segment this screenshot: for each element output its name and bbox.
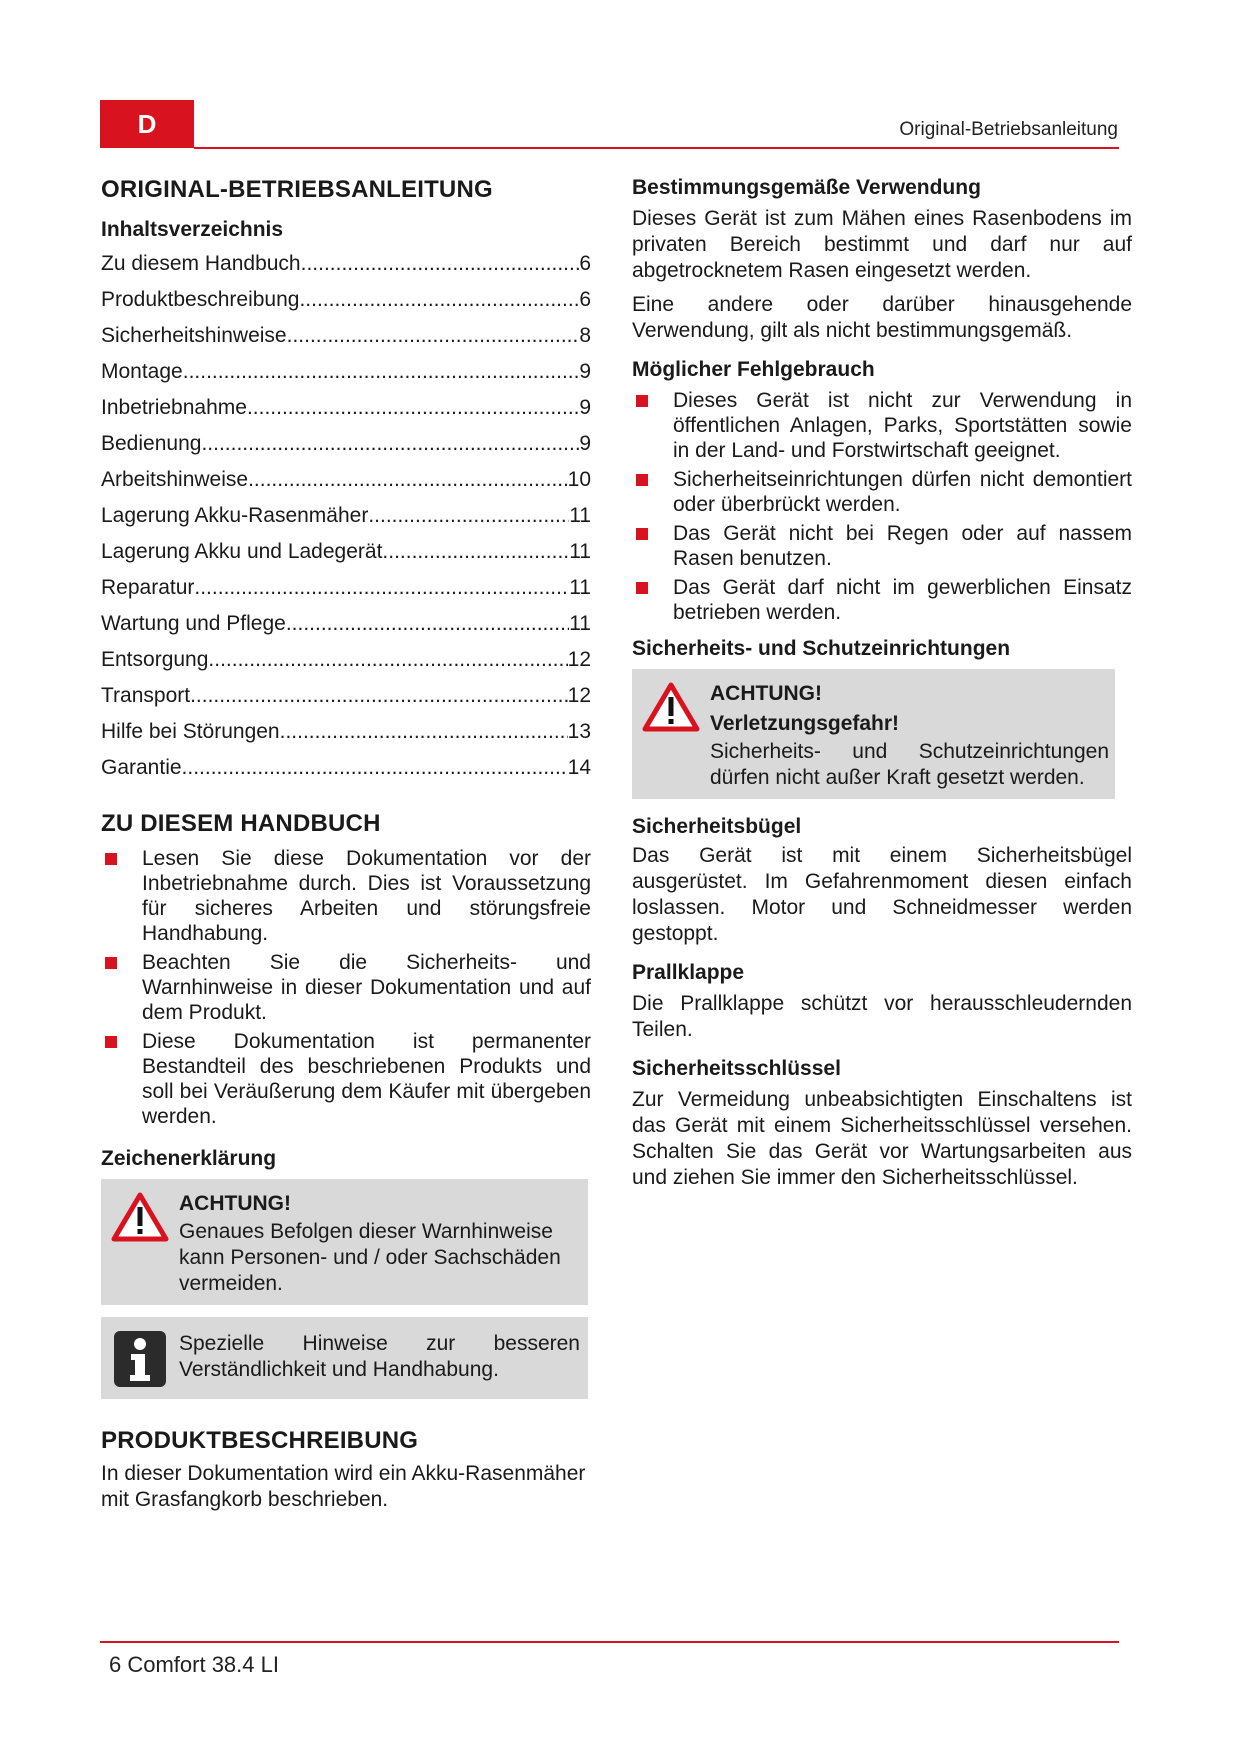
fehlgebrauch-list [632, 388, 1132, 625]
toc-entry[interactable]: Transport ..... 12 [101, 684, 591, 720]
bullet-square-icon [105, 957, 117, 969]
bullet-square-icon [105, 1036, 117, 1048]
toc-entry[interactable]: Montage ..... 9 [101, 360, 591, 396]
bullet-square-icon [636, 528, 648, 540]
info-notice [101, 1317, 588, 1399]
prall-text: Die Prallklappe schützt vor herausschleudernden Teilen. [632, 992, 1132, 1041]
list-item: Sicherheitseinrichtungen dürfen nicht demontiert oder überbrückt werden. [632, 467, 1132, 517]
section-title-produkt: PRODUKTBESCHREIBUNG [101, 1427, 419, 1454]
toc-entry[interactable]: Bedienung ..... 9 [101, 432, 591, 468]
list-item: Das Gerät nicht bei Regen oder auf nassem Rasen benutzen. [632, 521, 1132, 571]
zeichen-title: Zeichenerklärung [101, 1147, 277, 1170]
toc-entry[interactable]: Lagerung Akku und Ladegerät ..... 11 [101, 540, 591, 576]
bestimmung-paragraph-1: Dieses Gerät ist zum Mähen eines Rasenbodens im privaten Bereich bestimmt und darf nur auf abgetrocknetem Rasen eingesetzt werden. [632, 207, 1132, 282]
header-rule [194, 147, 1119, 149]
language-tab: D [100, 100, 194, 148]
section-title-handbuch: ZU DIESEM HANDBUCH [101, 810, 381, 837]
bullet-square-icon [636, 474, 648, 486]
toc-entry[interactable]: Inbetriebnahme ..... 9 [101, 396, 591, 432]
bullet-square-icon [105, 853, 117, 865]
info-text: Spezielle Hinweise zur besseren Verständlichkeit und Handhabung. [179, 1332, 580, 1381]
warning-text: Genaues Befolgen dieser Warnhinweise kann Personen- und / oder Sachschäden vermeiden. [179, 1220, 561, 1295]
toc-entry[interactable]: Hilfe bei Störungen ..... 13 [101, 720, 591, 756]
left-column [101, 176, 591, 1513]
bestimmung-title: Bestimmungsgemäße Verwendung [632, 176, 981, 199]
toc-title: Inhaltsverzeichnis [101, 218, 284, 241]
info-icon [101, 1317, 179, 1399]
toc-entry[interactable]: Reparatur ..... 11 [101, 576, 591, 612]
toc-entry[interactable]: Garantie ..... 14 [101, 756, 591, 792]
warning-title: ACHTUNG! [710, 682, 822, 705]
bestimmung-paragraph-2: Eine andere oder darüber hinausgehende Verwendung, gilt als nicht bestimmungsgemäß. [632, 293, 1132, 342]
header-title: Original-Betriebsanleitung [899, 119, 1118, 140]
warning-text: Sicherheits- und Schutzeinrichtungen dürfen nicht außer Kraft gesetzt werden. [710, 740, 1109, 789]
buegel-title: Sicherheitsbügel [632, 815, 802, 838]
handbuch-list [101, 846, 591, 1129]
warning-subtitle: Verletzungsgefahr! [710, 712, 900, 735]
warning-title: ACHTUNG! [179, 1192, 291, 1215]
schutz-title: Sicherheits- und Schutzeinrichtungen [632, 637, 1011, 660]
warning-icon [632, 669, 710, 799]
toc-entry[interactable]: Lagerung Akku-Rasenmäher ..... 11 [101, 504, 591, 540]
produkt-text: In dieser Dokumentation wird ein Akku-Rasenmäher mit Grasfangkorb beschrieben. [101, 1462, 586, 1511]
toc-entry[interactable]: Arbeitshinweise ..... 10 [101, 468, 591, 504]
main-title: ORIGINAL-BETRIEBSANLEITUNG [101, 176, 493, 203]
right-column [632, 176, 1132, 1191]
toc-entry[interactable]: Produktbeschreibung ..... 6 [101, 288, 591, 324]
warning-notice [632, 669, 1115, 799]
schluessel-title: Sicherheitsschlüssel [632, 1057, 841, 1080]
schluessel-text: Zur Vermeidung unbeabsichtigten Einschaltens ist das Gerät mit einem Sicherheitsschlüssel versehen. Schalten Sie das Gerät vor Wartungsarbeiten aus und ziehen Sie immer den Sicherheitsschlüssel. [632, 1088, 1132, 1189]
footer-rule [100, 1641, 1119, 1643]
list-item: Dieses Gerät ist nicht zur Verwendung in öffentlichen Anlagen, Parks, Sportstätten sowie in der Land- und Forstwirtschaft geeignet. [632, 388, 1132, 463]
warning-notice [101, 1179, 588, 1305]
bullet-square-icon [636, 582, 648, 594]
list-item: Beachten Sie die Sicherheits- und Warnhinweise in dieser Dokumentation und auf dem Produkt. [101, 950, 591, 1025]
table-of-contents [101, 252, 591, 792]
toc-entry[interactable]: Entsorgung ..... 12 [101, 648, 591, 684]
list-item: Lesen Sie diese Dokumentation vor der Inbetriebnahme durch. Dies ist Voraussetzung für sicheres Arbeiten und störungsfreie Handhabung. [101, 846, 591, 946]
buegel-text: Das Gerät ist mit einem Sicherheitsbügel ausgerüstet. Im Gefahrenmoment diesen einfach loslassen. Motor und Schneidmesser werden gestoppt. [632, 844, 1132, 945]
footer-page-label: 6 Comfort 38.4 LI [109, 1652, 279, 1677]
warning-icon [101, 1179, 179, 1305]
fehlgebrauch-title: Möglicher Fehlgebrauch [632, 358, 875, 381]
toc-entry[interactable]: Zu diesem Handbuch ..... 6 [101, 252, 591, 288]
toc-entry[interactable]: Wartung und Pflege ..... 11 [101, 612, 591, 648]
bullet-square-icon [636, 395, 648, 407]
list-item: Das Gerät darf nicht im gewerblichen Einsatz betrieben werden. [632, 575, 1132, 625]
prall-title: Prallklappe [632, 961, 745, 984]
toc-entry[interactable]: Sicherheitshinweise ..... 8 [101, 324, 591, 360]
list-item: Diese Dokumentation ist permanenter Bestandteil des beschriebenen Produkts und soll bei Veräußerung dem Käufer mit übergeben werden. [101, 1029, 591, 1129]
